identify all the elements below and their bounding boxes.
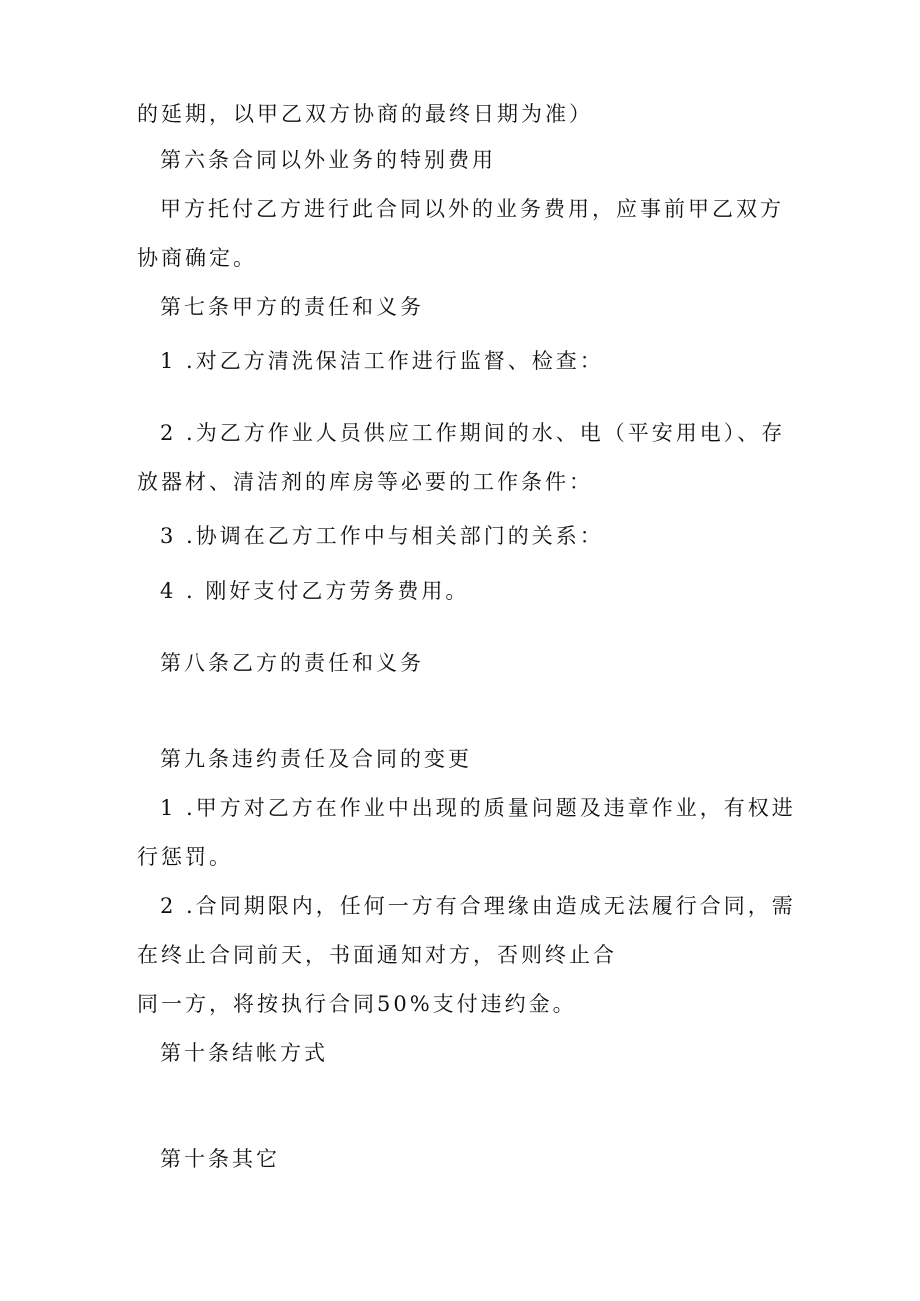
paragraph-article-6-line-2: 协商确定。 [137,246,257,270]
heading-article-8: 第八条乙方的责任和义务 [160,651,424,675]
paragraph-article-6-line-1: 甲方托付乙方进行此合同以外的业务费用，应事前甲乙双方 [160,197,784,221]
heading-article-7: 第七条甲方的责任和义务 [160,295,424,319]
article-9-item-2-line-1: 2 .合同期限内，任何一方有合理缘由造成无法履行合同，需 [160,894,796,918]
heading-article-6: 第六条合同以外业务的特别费用 [160,148,496,172]
article-7-item-1: 1 .对乙方清洗保洁工作进行监督、检查： [160,349,604,373]
heading-article-9: 第九条违约责任及合同的变更 [160,747,472,771]
article-9-item-1-line-1: 1 .甲方对乙方在作业中出现的质量问题及违章作业，有权进 [160,796,796,820]
heading-article-10-other: 第十条其它 [160,1147,280,1171]
article-7-item-2-line-2: 放器材、清洁剂的库房等必要的工作条件： [137,470,593,494]
article-7-item-2-line-1: 2 .为乙方作业人员供应工作期间的水、电（平安用电）、存 [160,421,786,445]
article-9-item-2-line-3: 同一方，将按执行合同50%支付违约金。 [137,992,577,1016]
article-7-item-4: 4 . 刚好支付乙方劳务费用。 [160,579,470,603]
heading-article-10-settlement: 第十条结帐方式 [160,1041,328,1065]
article-7-item-3: 3 .协调在乙方工作中与相关部门的关系： [160,524,604,548]
article-9-item-2-line-2: 在终止合同前天，书面通知对方，否则终止合 [137,943,617,967]
text-line-deadline-note: 的延期，以甲乙双方协商的最终日期为准） [137,102,593,126]
article-9-item-1-line-2: 行惩罚。 [137,845,233,869]
